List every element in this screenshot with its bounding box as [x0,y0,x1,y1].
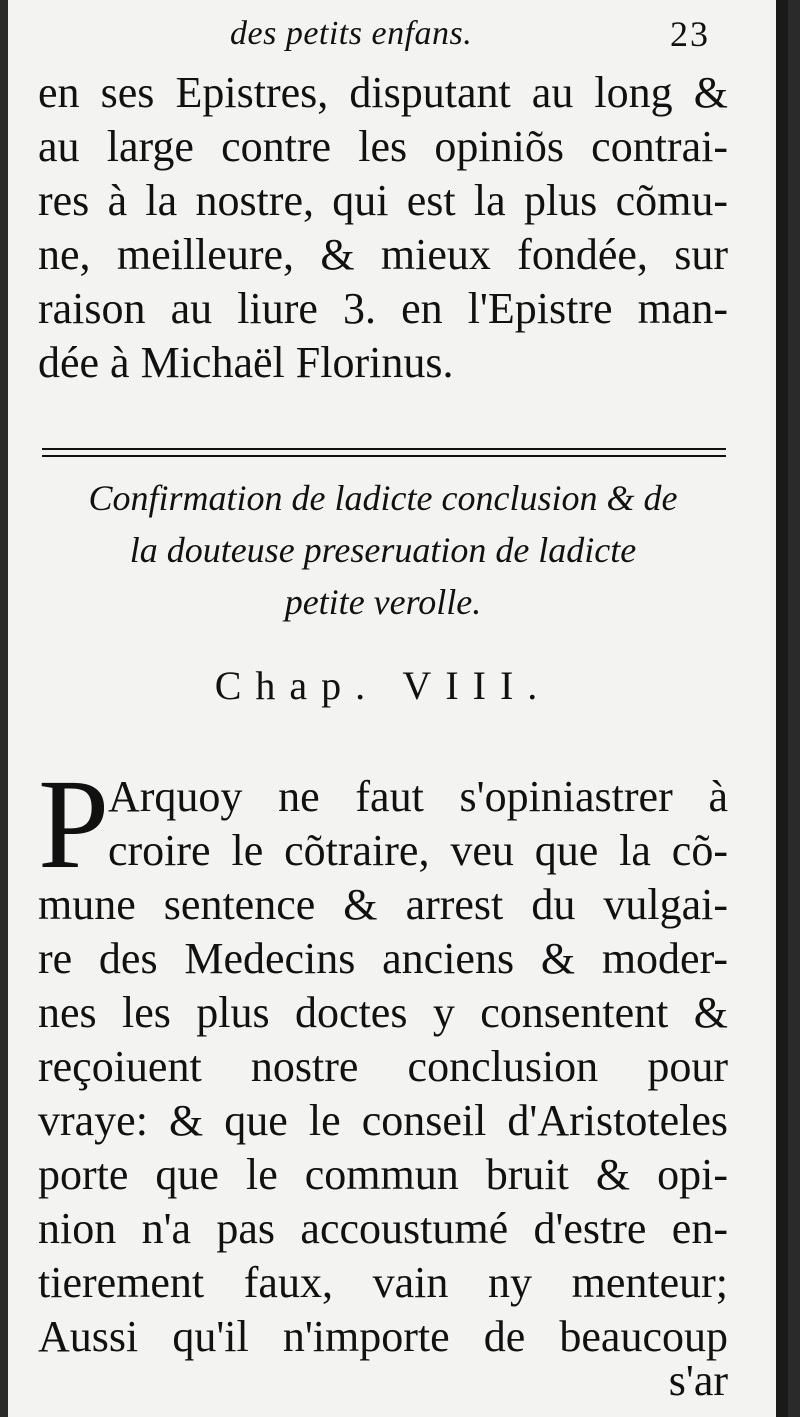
chapter-subtitle [38,472,728,628]
subtitle-line: petite verolle. [284,582,482,622]
book-page [8,0,788,1417]
text-line: raison au liure 3. en l'Epistre man- [38,284,728,333]
text-line: croire le cõtraire, veu que la cõ- [108,826,728,875]
subtitle-line: la douteuse preseruation de ladicte [129,530,637,570]
text-line: nes les plus doctes y consentent & [38,988,728,1037]
page-edge [776,0,788,1417]
text-line: Arquoy ne faut s'opiniastrer à [108,772,728,821]
text-line: dée à Michaël Florinus. [38,338,454,387]
section-rule-bottom [42,455,726,457]
subtitle-line: Confirmation de ladicte conclusion & de [88,478,678,518]
chapter-heading: Chap. VIII. [214,663,552,708]
catchword: s'ar [668,1356,728,1405]
text-line: res à la nostre, qui est la plus cõmu- [38,176,728,225]
text-line: tierement faux, vain ny menteur; [38,1258,728,1307]
section-rule-top [42,448,726,450]
body-paragraph [38,753,728,1364]
page-header [8,14,788,54]
running-title: des petits enfans. [230,15,473,52]
text-line: Aussi qu'il n'importe de beaucoup [38,1312,728,1361]
text-line: vraye: & que le conseil d'Aristoteles [38,1096,728,1145]
text-line: nion n'a pas accoustumé d'estre en- [38,1204,728,1253]
text-line: reçoiuent nostre conclusion pour [38,1042,728,1091]
text-line: porte que le commun bruit & opi- [38,1150,728,1199]
text-line: re des Medecins anciens & moder- [38,934,728,983]
text-line: mune sentence & arrest du vulgai- [38,880,728,929]
text-line: au large contre les opiniõs contrai- [38,122,728,171]
text-line: ne, meilleure, & mieux fondée, sur [38,230,728,279]
page-number: 23 [670,14,710,54]
drop-cap: P [38,753,110,895]
top-paragraph [38,66,728,390]
text-line: en ses Epistres, disputant au long & [38,68,728,117]
